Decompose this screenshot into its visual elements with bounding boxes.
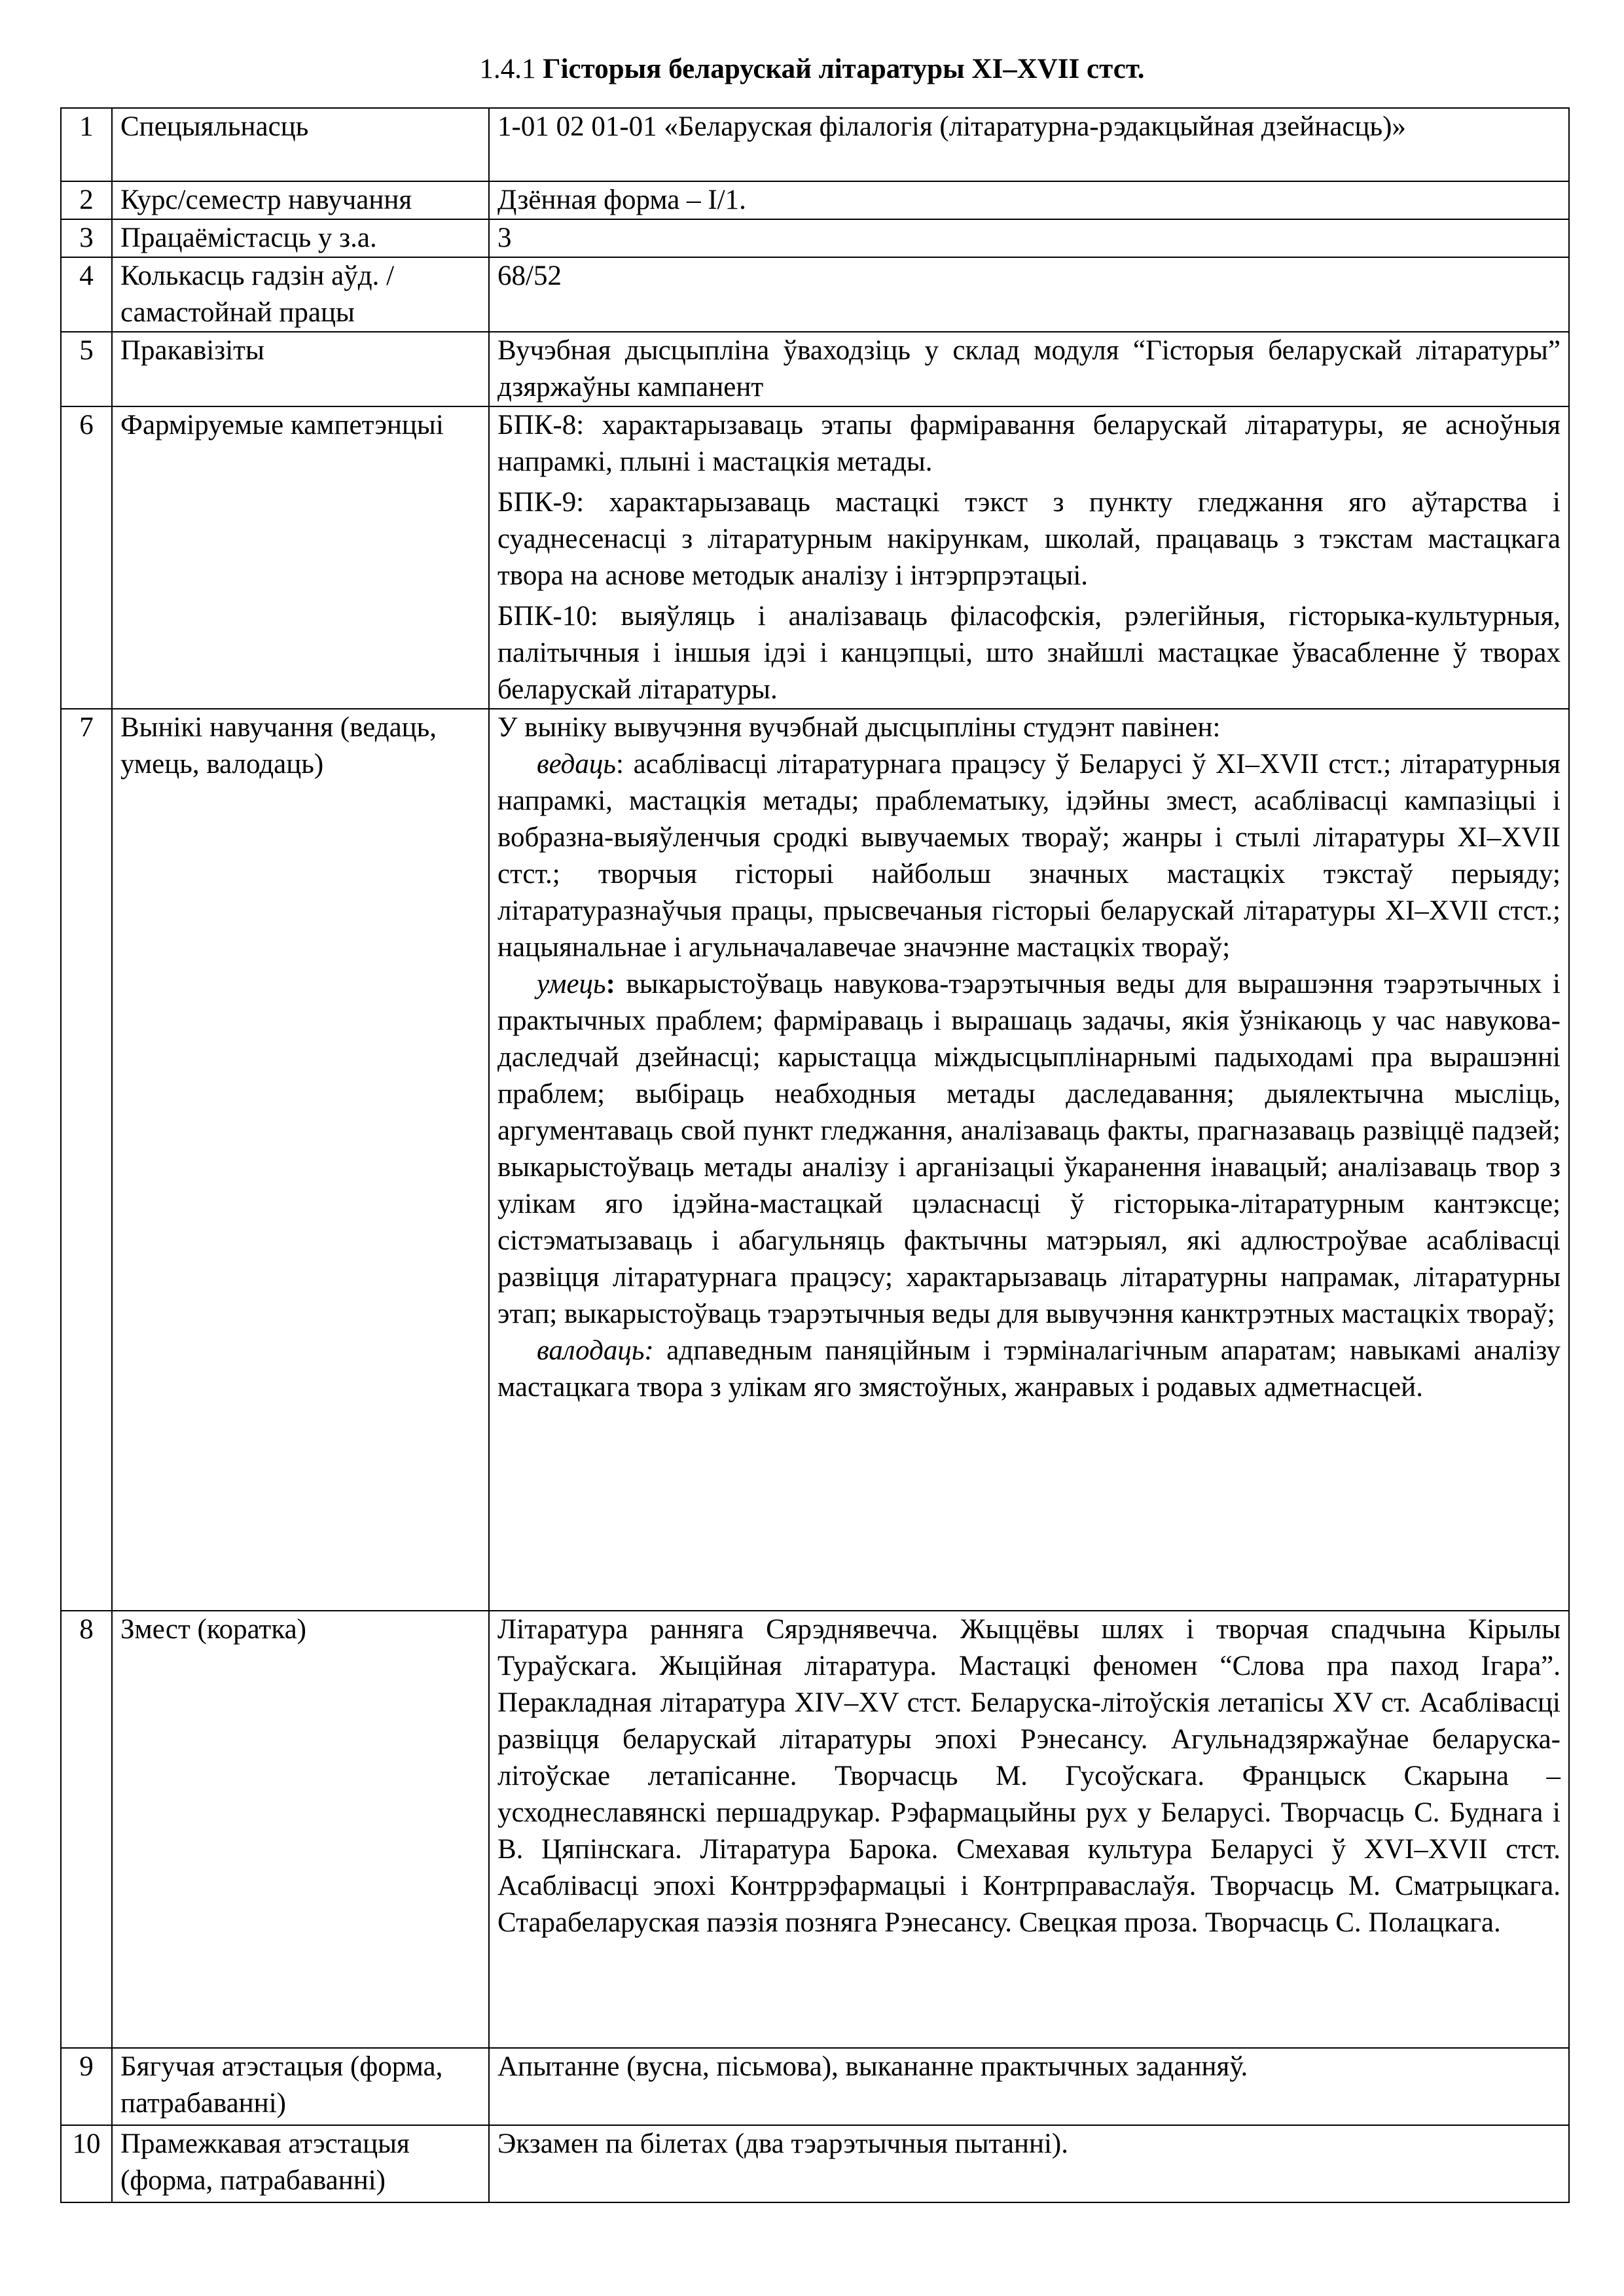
row-label: Фарміруемые кампетэнцыі [112, 406, 489, 709]
row-value: Дзённая форма – І/1. [489, 181, 1569, 219]
row-label: Працаёмістасць у з.а. [112, 219, 489, 257]
competence-bpk9: БПК-9: характарызаваць мастацкі тэкст з пункту гледжання яго аўтарства і суаднесенасці з літаратурным накірункам, школай, працаваць з тэкстам мастацкага твора на аснове методык аналізу і інтэрпрэтацыі. [497, 487, 1561, 591]
outcomes-intro: У выніку вывучэння вучэбнай дысцыпліны студэнт павінен: [497, 712, 1221, 743]
table-row [61, 257, 1569, 332]
competence-bpk8: БПК-8: характарызаваць этапы фарміравання беларускай літаратуры, яе асноўныя напрамкі, плыні і мастацкія метады. [497, 410, 1561, 477]
row-label: Спецыяльнасць [112, 108, 489, 181]
row-number: 1 [61, 108, 112, 181]
able-term: умець [537, 969, 606, 999]
table-row [61, 1611, 1569, 2048]
table-row [61, 2125, 1569, 2202]
row-number: 5 [61, 332, 112, 406]
row-label: Змест (коратка) [112, 1611, 489, 2048]
row-number: 8 [61, 1611, 112, 2048]
table-row [61, 2048, 1569, 2125]
row-value: Апытанне (вусна, пісьмова), выкананне практычных заданняў. [489, 2048, 1569, 2125]
know-text: : асаблівасці літаратурнага працэсу ў Беларусі ў XI–XVII стст.; літаратурныя напрамкі, мастацкія метады; праблематыку, ідэйны змест, асаблівасці кампазіцыі і вобразна-выяўленчыя сродкі вывучаемых твораў; жанры і стылі літаратуры XI–XVII стст.; творчыя гісторыі найбольш значных мастацкіх тэкстаў перыяду; літаратуразнаўчыя працы, прысвечаныя гісторыі беларускай літаратуры XI–XVII стст.; нацыянальнае і агульначалавечае значэнне мастацкіх твораў; [497, 749, 1561, 963]
row-value [489, 406, 1569, 709]
table-row [61, 219, 1569, 257]
row-value [489, 709, 1569, 1611]
table-row [61, 181, 1569, 219]
table-row [61, 406, 1569, 709]
row-value: Вучэбная дысцыпліна ўваходзіць у склад модуля “Гісторыя беларускай літаратуры” дзяржаўны кампанент [489, 332, 1569, 406]
able-text: выкарыстоўваць навукова-тэарэтычныя веды для вырашэння тэарэтычных і практычных праблем; фарміраваць і вырашаць задачы, якія ўзнікаюць у час навукова-даследчай дзейнасці; карыстацца міждысцыплінарнымі падыходамі пра вырашэнні праблем; выбіраць неабходныя метады даследавання; дыялектычна мысліць, аргументаваць свой пункт гледжання, аналізаваць факты, прагназаваць развіццё падзей; выкарыстоўваць метады аналізу і арганізацыі ўкаранення інавацый; аналізаваць твор з улікам яго ідэйна-мастацкай цэласнасці ў гісторыка-літаратурным кантэксце; сістэматызаваць і абагульняць фактычны матэрыял, які адлюстроўвае асаблівасці развіцця літаратурнага працэсу; характарызаваць літаратурны напрамак, літаратурны этап; выкарыстоўваць тэарэтычныя веды для вывучэння канктрэтных мастацкіх твораў; [497, 969, 1561, 1329]
outcomes-own [497, 1333, 1561, 1406]
own-term: валодаць: [537, 1335, 654, 1366]
row-label: Прамежкавая атэстацыя (форма, патрабаванні) [112, 2125, 489, 2202]
row-number: 6 [61, 406, 112, 709]
competence-bpk10: БПК-10: выяўляць і аналізаваць філасофскія, рэлегійныя, гісторыка-культурныя, палітычныя і іншыя ідэі і канцэпцыі, што знайшлі мастацкае ўвасабленне ў творах беларускай літаратуры. [497, 601, 1561, 705]
table-row [61, 709, 1569, 1611]
section-number: 1.4.1 [479, 54, 536, 84]
row-number: 9 [61, 2048, 112, 2125]
row-number: 3 [61, 219, 112, 257]
row-number: 10 [61, 2125, 112, 2202]
row-label: Бягучая атэстацыя (форма, патрабаванні) [112, 2048, 489, 2125]
outcomes-know [497, 746, 1561, 966]
table-row [61, 332, 1569, 406]
outcomes-able [497, 966, 1561, 1333]
document-title [0, 51, 1624, 88]
row-label: Пракавізіты [112, 332, 489, 406]
row-number: 7 [61, 709, 112, 1611]
row-value: 68/52 [489, 257, 1569, 332]
row-label: Курс/семестр навучання [112, 181, 489, 219]
row-value: Экзамен па білетах (два тэарэтычныя пытанні). [489, 2125, 1569, 2202]
row-value: Літаратура ранняга Сярэднявечча. Жыццёвы шлях і творчая спадчына Кірылы Тураўскага. Жыційная літаратура. Мастацкі феномен “Слова пра паход Ігара”. Перакладная літаратура XIV–XV стст. Беларуска-літоўскія летапісы XV ст. Асаблівасці развіцця беларускай літаратуры эпохі Рэнесансу. Агульнадзяржаўнае беларуска-літоўскае летапісанне. Творчасць М. Гусоўскага. Францыск Скарына – усходнеславянскі першадрукар. Рэфармацыйны рух у Беларусі. Творчасць С. Буднага і В. Цяпінскага. Літаратура Барока. Смехавая культура Беларусі ў XVI–XVII стст. Асаблівасці эпохі Контррэфармацыі і Контрправаслаўя. Творчасць М. Сматрыцкага. Старабеларуская паэзія позняга Рэнесансу. Свецкая проза. Творчасць С. Полацкага. [489, 1611, 1569, 2048]
know-term: ведаць [537, 749, 617, 780]
row-label: Колькасць гадзін аўд. / самастойнай працы [112, 257, 489, 332]
section-title: Гісторыя беларускай літаратуры XI–XVII стст. [543, 54, 1145, 84]
row-value: 3 [489, 219, 1569, 257]
course-info-table [60, 107, 1570, 2203]
able-colon: : [605, 969, 615, 999]
row-number: 2 [61, 181, 112, 219]
row-number: 4 [61, 257, 112, 332]
row-value: 1-01 02 01-01 «Беларуская філалогія (літаратурна-рэдакцыйная дзейнасць)» [489, 108, 1569, 181]
row-label: Вынікі навучання (ведаць, умець, валодаць) [112, 709, 489, 1611]
own-text: адпаведным паняційным і тэрміналагічным апаратам; навыкамі аналізу мастацкага твора з улікам яго змястоўных, жанравых і родавых адметнасцей. [497, 1335, 1561, 1403]
table-row [61, 108, 1569, 181]
